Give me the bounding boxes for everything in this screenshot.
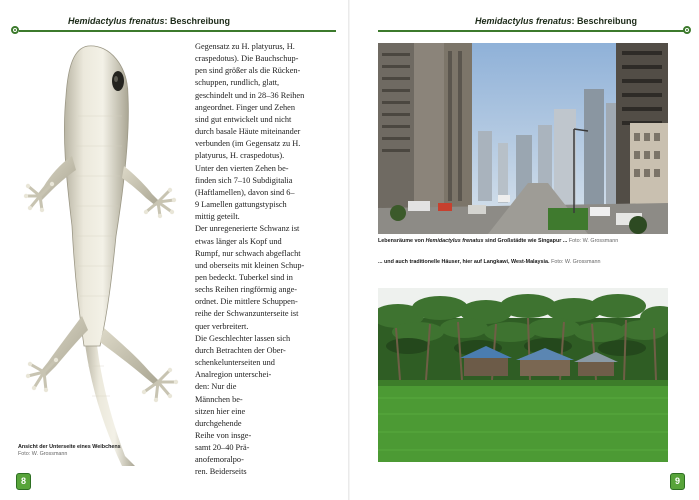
text-line: durchgehende bbox=[195, 418, 242, 428]
gecko-caption: Ansicht der Unterseite eines Weibchens Foto: W. Grossmann bbox=[18, 444, 121, 457]
singapore-city-photo bbox=[378, 43, 668, 234]
text-line: craspedotus). Die Bauchschup- bbox=[195, 54, 299, 64]
left-page bbox=[0, 0, 349, 500]
text-line: Gegensatz zu H. platyurus, H. bbox=[195, 42, 295, 51]
text-line: sitzen hier eine bbox=[195, 406, 246, 416]
text-line: samt 20–40 Prä- bbox=[195, 443, 250, 453]
right-header-rule bbox=[378, 30, 685, 32]
text-line: Die Geschlechter lassen sich bbox=[195, 333, 291, 343]
left-header-rule bbox=[19, 30, 336, 32]
text-line: verbunden (im Gegensatz zu H. bbox=[195, 139, 301, 149]
text-line: anofemoralpo- bbox=[195, 455, 244, 465]
right-header-dot-icon bbox=[683, 26, 691, 34]
palm-village-photo bbox=[378, 288, 668, 462]
body-text-column bbox=[195, 41, 327, 479]
text-line: etwas länger als Kopf und bbox=[195, 236, 282, 246]
text-line: durch Betrachten der Ober- bbox=[195, 345, 286, 355]
city-scene-illustration bbox=[378, 43, 668, 234]
text-line: und oberseits mit kleinen Schup- bbox=[195, 260, 305, 270]
text-line: quer verbreitert. bbox=[195, 321, 249, 331]
text-line: schenkelunterseiten und bbox=[195, 358, 275, 368]
text-line: angeordnet. Finger und Zehen bbox=[195, 102, 295, 112]
city-photo-caption: Lebensräume von Hemidactylus frenatus sind Großstädte wie Singapur ... Foto: W. Grossmann bbox=[378, 238, 619, 244]
text-line: sechs Reihen ringförmig ange- bbox=[195, 285, 298, 295]
text-line: Reihe von insge- bbox=[195, 431, 252, 440]
text-line: geschindelt und in 28–36 Reihen bbox=[195, 90, 305, 100]
text-line: ordnet. Die mittlere Schuppen- bbox=[195, 297, 298, 307]
text-line: pen sind größer als die Rücken- bbox=[195, 66, 301, 76]
text-line: Männchen be- bbox=[195, 394, 243, 404]
text-line: pen bedeckt. Tuberkel sind in bbox=[195, 272, 293, 282]
text-line: mittig geteilt. bbox=[195, 212, 240, 222]
palm-scene-illustration bbox=[378, 288, 668, 462]
text-line: finden sich 7–10 Subdigitalia bbox=[195, 175, 293, 185]
text-line: (Haftlamellen), davon sind 6– bbox=[195, 187, 295, 197]
text-line: Der unregenerierte Schwanz ist bbox=[195, 224, 300, 234]
text-line: den: Nur die bbox=[195, 382, 237, 392]
text-line: platyurus, H. craspedotus). bbox=[195, 151, 285, 161]
right-running-header: Hemidactylus frenatus: Beschreibung bbox=[475, 16, 638, 26]
text-line: Rumpf, nur schwach abgeflacht bbox=[195, 248, 301, 258]
gecko-illustration bbox=[0, 36, 215, 466]
right-page bbox=[350, 0, 699, 500]
gecko-photo bbox=[0, 36, 215, 466]
village-photo-caption: ... und auch traditionelle Häuser, hier auf Langkawi, West-Malaysia. Foto: W. Grossmann bbox=[378, 259, 601, 265]
text-line: durch basale Häute miteinander bbox=[195, 127, 301, 137]
text-line: ren. Beiderseits bbox=[195, 467, 247, 477]
text-line: Analregion unterschei- bbox=[195, 370, 272, 380]
page-number-right: 9 bbox=[670, 473, 685, 490]
text-line: 9 Lamellen gattungstypisch bbox=[195, 200, 287, 210]
page-number-left: 8 bbox=[16, 473, 31, 490]
text-line: reihe der Schwanzunterseite ist bbox=[195, 309, 299, 319]
text-line: Unter den vierten Zehen be- bbox=[195, 163, 289, 173]
text-line: schuppen, rundlich, glatt, bbox=[195, 78, 280, 88]
text-line: sind gut entwickelt und nicht bbox=[195, 114, 292, 124]
left-running-header: Hemidactylus frenatus: Beschreibung bbox=[68, 16, 231, 26]
left-header-dot-icon bbox=[11, 26, 19, 34]
